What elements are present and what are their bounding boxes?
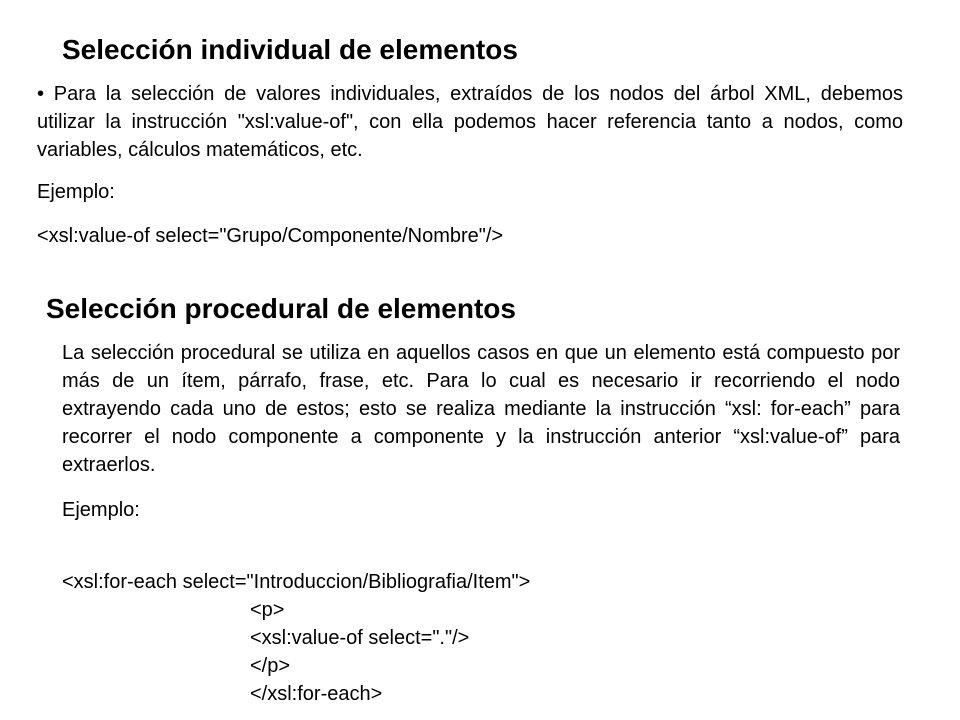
section1-example-label: Ejemplo: [37, 181, 115, 203]
section2-example-label: Ejemplo: [62, 499, 140, 521]
section1-title: Selección individual de elementos [62, 34, 518, 65]
code-line-p-close: </p> [250, 655, 291, 677]
code-line-p-open: <p> [250, 599, 285, 621]
code-line-for-each-close: </xsl:for-each> [250, 683, 383, 705]
section2-title: Selección procedural de elementos [46, 293, 516, 324]
section1-paragraph: • Para la selección de valores individuales, extraídos de los nodos del árbol XML, debemos utilizar la instrucción "xsl:value-of", con ella podemos hacer referencia tanto a nodos, como variables, cálculos matemáticos, etc. [37, 83, 903, 161]
section2-paragraph: La selección procedural se utiliza en aquellos casos en que un elemento está compuesto por más de un ítem, párrafo, frase, etc. Para lo cual es necesario ir recorriendo el nodo extrayendo cada uno de estos; esto se realiza mediante la instrucción “xsl: for-each” para recorrer el nodo componente a componente y la instrucción anterior “xsl:value-of” para extraerlos. [62, 342, 900, 476]
section1-example-code: <xsl:value-of select="Grupo/Componente/Nombre"/> [37, 225, 504, 247]
code-line-value-of: <xsl:value-of select="."/> [250, 627, 470, 649]
code-line-for-each-open: <xsl:for-each select="Introduccion/Bibliografia/Item"> [62, 571, 531, 593]
